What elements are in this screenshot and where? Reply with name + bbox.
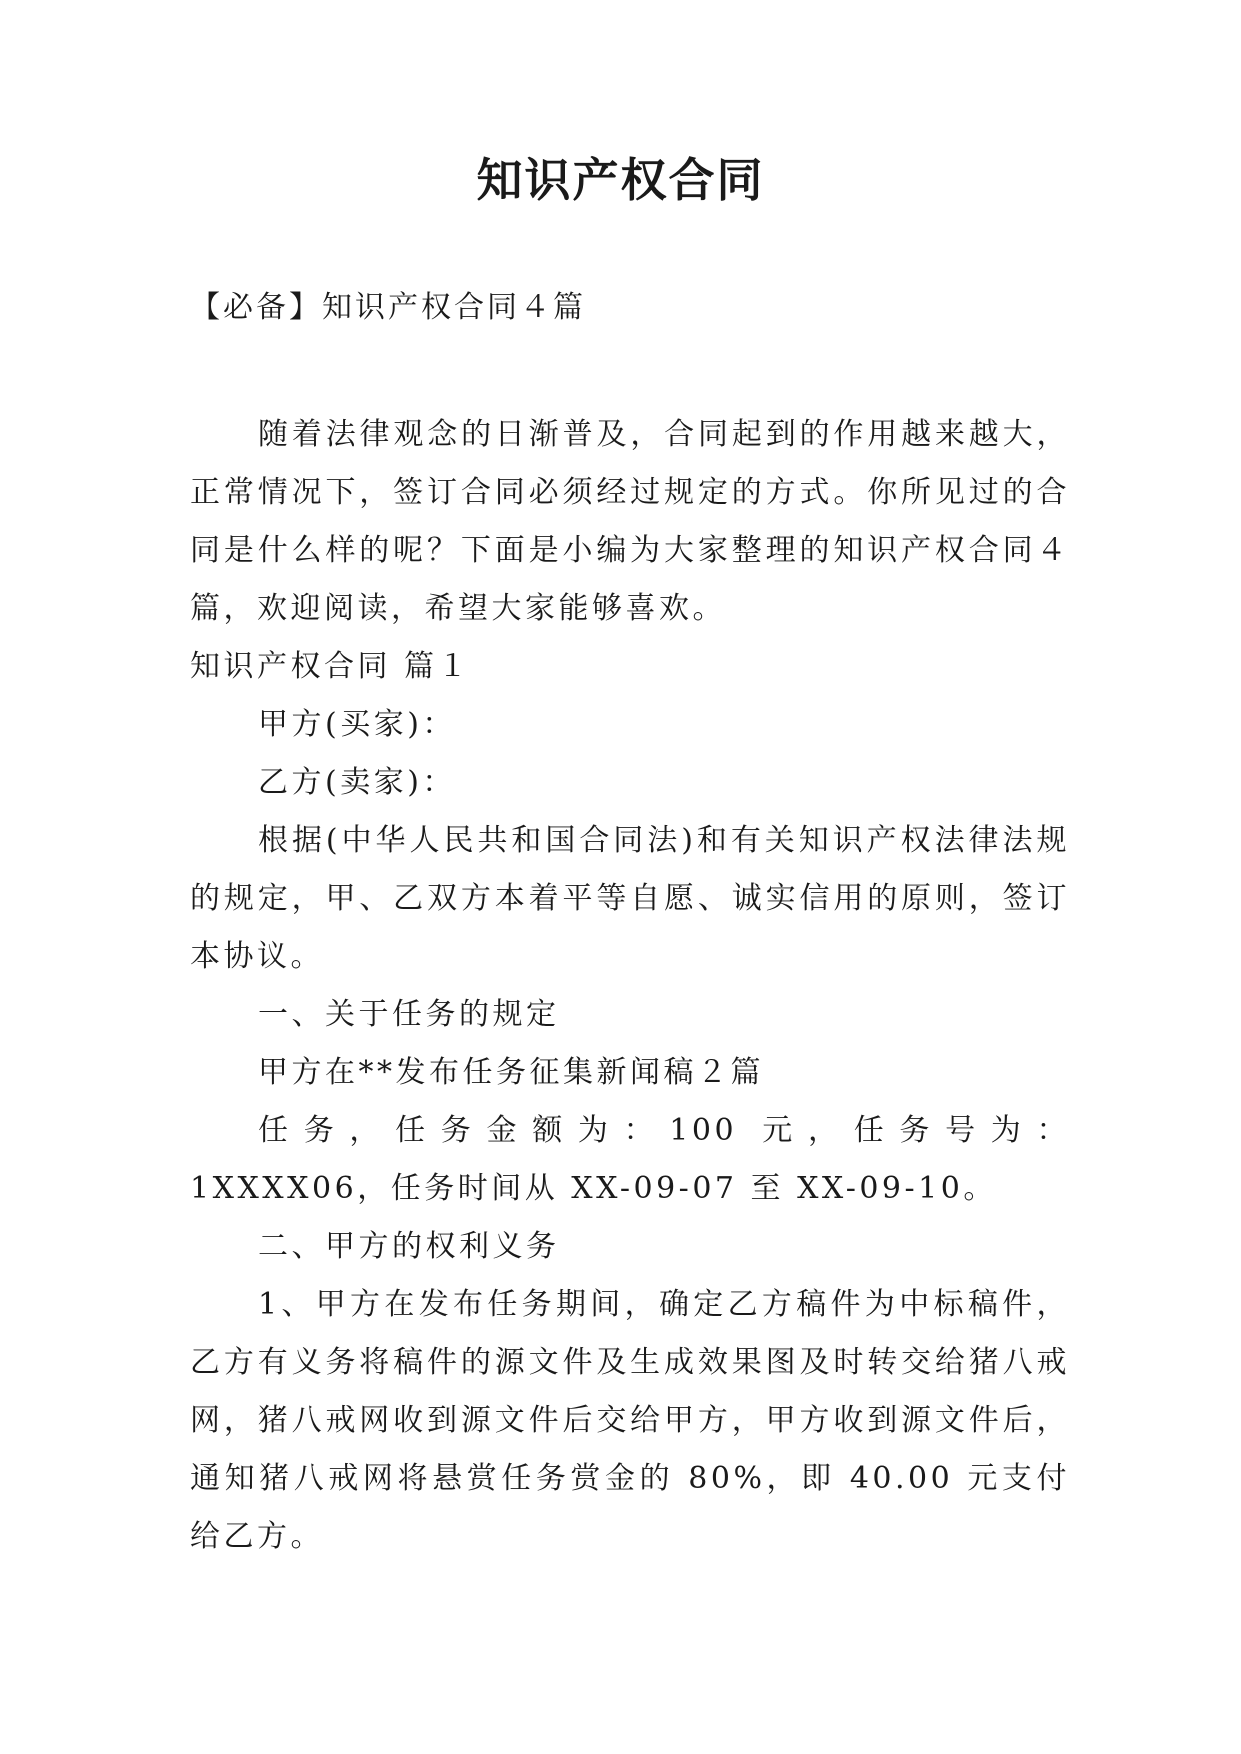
- clause-2-item-1: 1、甲方在发布任务期间，确定乙方稿件为中标稿件，乙方有义务将稿件的源文件及生成效果图及时转交给猪八戒网，猪八戒网收到源文件后交给甲方，甲方收到源文件后，通知猪八戒网将悬赏任务赏金的 80%，即 40.00 元支付给乙方。: [190, 1287, 1070, 1554]
- document-title: 知识产权合同: [476, 153, 765, 207]
- party-b-line: 乙方(卖家)：: [258, 765, 456, 800]
- document-subtitle: 【必备】知识产权合同４篇: [190, 290, 586, 325]
- clause-heading-1: 一、关于任务的规定: [258, 997, 560, 1032]
- intro-paragraph: 随着法律观念的日渐普及，合同起到的作用越来越大，正常情况下，签订合同必须经过规定的方式。你所见过的合同是什么样的呢？下面是小编为大家整理的知识产权合同４篇，欢迎阅读，希望大家能够喜欢。: [190, 417, 1070, 626]
- party-a-line: 甲方(买家)：: [258, 707, 456, 742]
- document-body: [190, 406, 1070, 1566]
- clause-heading-2: 二、甲方的权利义务: [258, 1229, 560, 1264]
- task-details-paragraph: 任务，任务金额为：100 元，任务号为：1XXXX06，任务时间从 XX-09-07 至 XX-09-10。: [190, 1113, 1070, 1206]
- task-publish-line: 甲方在**发布任务征集新闻稿２篇: [258, 1055, 764, 1090]
- legal-basis-paragraph: 根据(中华人民共和国合同法)和有关知识产权法律法规的规定，甲、乙双方本着平等自愿、诚实信用的原则，签订本协议。: [190, 823, 1070, 974]
- section-heading: 知识产权合同 篇１: [190, 649, 472, 684]
